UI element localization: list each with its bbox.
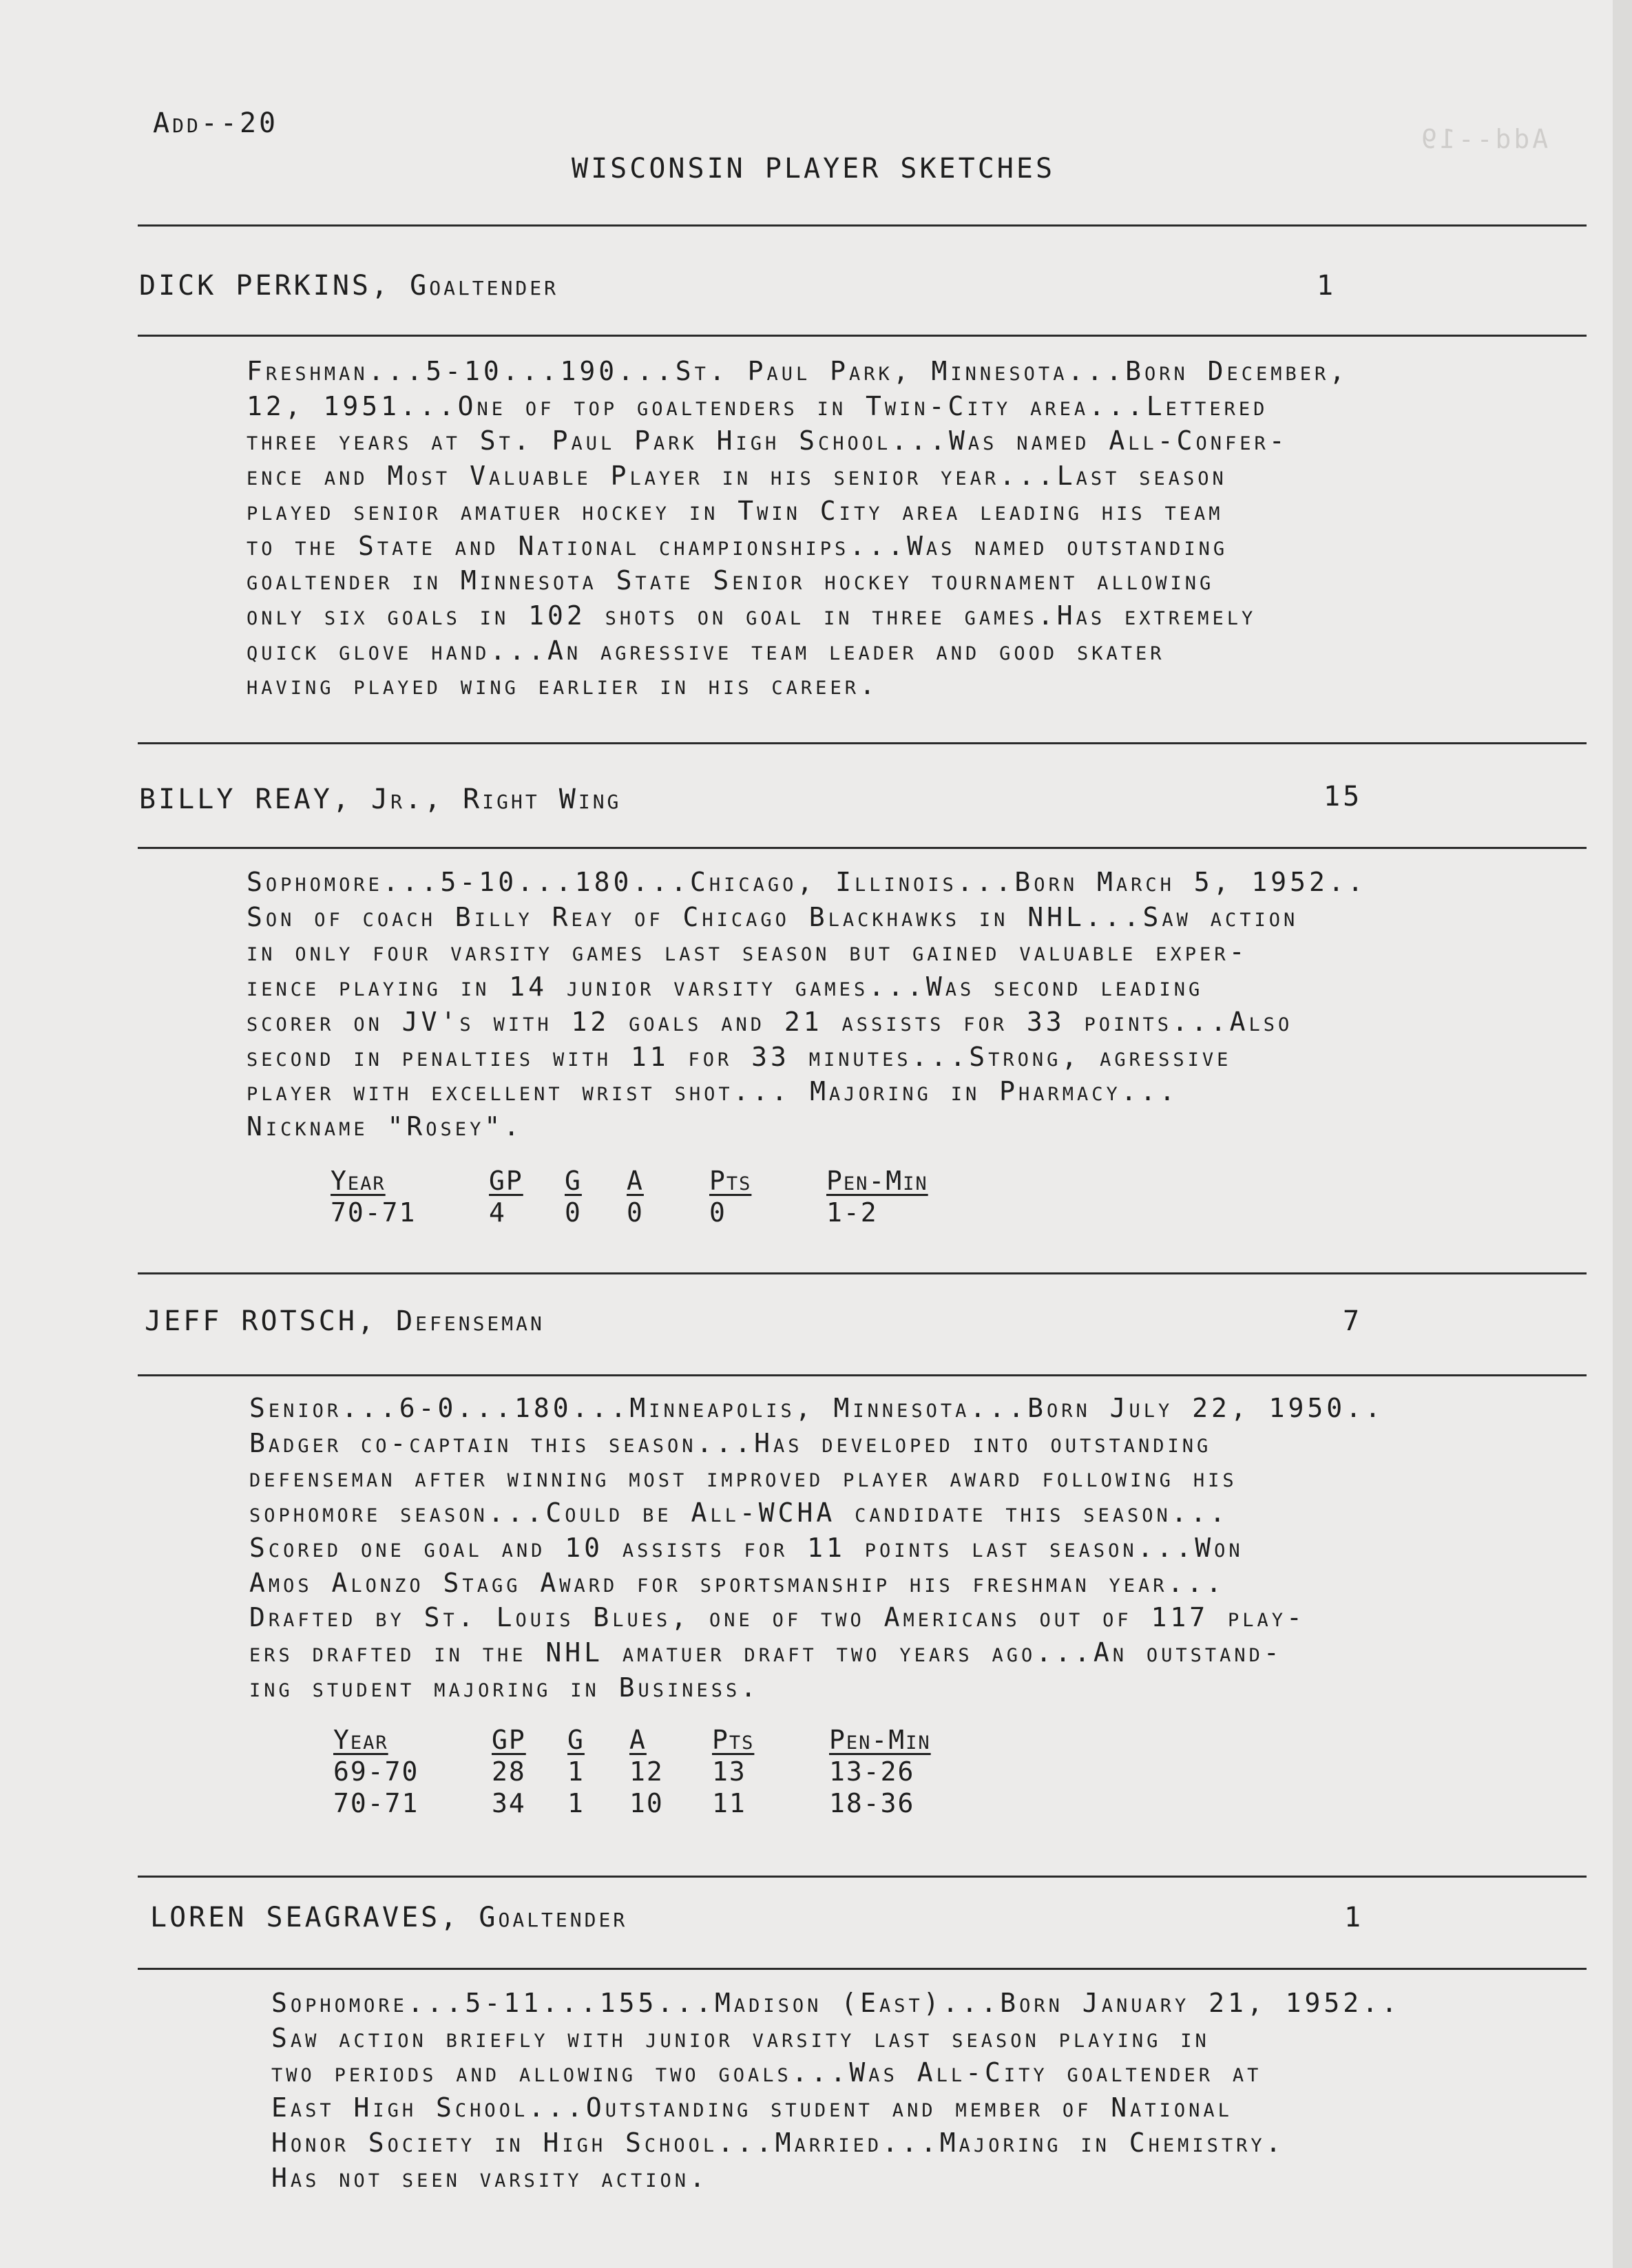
rule xyxy=(138,1876,1587,1878)
stats-row xyxy=(333,1756,981,1787)
bio-line: to the State and National championships...Was named outstanding xyxy=(247,530,1228,561)
bio-line: Drafted by St. Louis Blues, one of two Americans out of 117 play- xyxy=(249,1602,1306,1633)
bio-line: Freshman...5-10...190...St. Paul Park, Minnesota...Born December, xyxy=(247,356,1349,386)
bio-line: two periods and allowing two goals...Was All-City goaltender at xyxy=(271,2057,1262,2088)
bio-line: Son of coach Billy Reay of Chicago Blackhawks in NHL...Saw action xyxy=(247,901,1299,932)
stats-header-label: GP xyxy=(489,1166,523,1196)
stats-cell: 13 xyxy=(712,1756,746,1787)
stats-header-label: Pts xyxy=(709,1166,752,1196)
stats-cell: 1 xyxy=(567,1756,585,1787)
bio-line: sophomore season...Could be All-WCHA candidate this season... xyxy=(249,1498,1229,1529)
stats-header-label: Pen-Min xyxy=(826,1166,928,1196)
stats-cell: 28 xyxy=(492,1756,526,1787)
bio-line: Saw action briefly with junior varsity last season playing in xyxy=(271,2022,1210,2053)
bio-line: player with excellent wrist shot... Majoring in Pharmacy... xyxy=(247,1076,1179,1107)
bio-line: only six goals in 102 shots on goal in three games.Has extremely xyxy=(247,600,1257,631)
player-bio xyxy=(271,1986,1401,2195)
stats-header-label: Pen-Min xyxy=(829,1725,931,1755)
bio-line: Honor Society in High School...Married...Majoring in Chemistry. xyxy=(271,2127,1285,2158)
stats-header-cell xyxy=(712,1724,829,1756)
stats-header-cell xyxy=(331,1165,489,1197)
player-bio xyxy=(247,354,1348,703)
bio-line: Amos Alonzo Stagg Award for sportsmanship his freshman year... xyxy=(249,1567,1226,1598)
player-number: 7 xyxy=(1343,1305,1363,1337)
stats-header-label: GP xyxy=(492,1725,526,1755)
player-number: 1 xyxy=(1344,1902,1364,1933)
stats-table xyxy=(331,1165,978,1228)
stats-row xyxy=(331,1197,978,1228)
rule xyxy=(138,847,1587,849)
bio-line: scorer on JV's with 12 goals and 21 assists for 33 points...Also xyxy=(247,1006,1293,1037)
rule xyxy=(138,1272,1587,1274)
bio-line: Sophomore...5-10...180...Chicago, Illinois...Born March 5, 1952.. xyxy=(247,867,1367,897)
bio-line: ing student majoring in Business. xyxy=(249,1672,760,1703)
stats-header-cell xyxy=(627,1165,709,1197)
player-bio xyxy=(247,865,1367,1144)
stats-cell: 0 xyxy=(565,1197,582,1228)
stats-cell: 13-26 xyxy=(829,1756,915,1787)
bio-line: Nickname "Rosey". xyxy=(247,1111,523,1142)
stats-cell: 34 xyxy=(492,1788,526,1818)
player-name-line: JEFF ROTSCH, Defenseman xyxy=(145,1305,545,1337)
stats-header-label: Year xyxy=(333,1725,388,1755)
stats-header-row xyxy=(331,1165,978,1197)
bio-line: quick glove hand...An agressive team leader and good skater xyxy=(247,635,1165,666)
bio-line: second in penalties with 11 for 33 minutes...Strong, agressive xyxy=(247,1041,1232,1072)
bio-line: defenseman after winning most improved player award following his xyxy=(249,1462,1237,1493)
bio-line: ence and Most Valuable Player in his senior year...Last season xyxy=(247,461,1227,492)
stats-table xyxy=(333,1724,981,1819)
stats-cell: 1 xyxy=(567,1788,585,1818)
stats-header-cell xyxy=(829,1724,981,1756)
bio-line: Has not seen varsity action. xyxy=(271,2162,709,2193)
bio-line: played senior amatuer hockey in Twin City area leading his team xyxy=(247,495,1224,526)
stats-cell: 12 xyxy=(629,1756,664,1787)
page-edge xyxy=(1613,0,1632,2268)
stats-header-label: A xyxy=(629,1725,647,1755)
bio-line: East High School...Outstanding student and member of National xyxy=(271,2092,1233,2123)
stats-grid xyxy=(333,1724,981,1819)
stats-cell: 18-36 xyxy=(829,1788,915,1818)
rule xyxy=(138,1968,1587,1970)
stats-header-row xyxy=(333,1724,981,1756)
stats-row xyxy=(333,1787,981,1819)
stats-grid xyxy=(331,1165,978,1228)
stats-header-label: Pts xyxy=(712,1725,755,1755)
bio-line: Scored one goal and 10 assists for 11 points last season...Won xyxy=(249,1532,1244,1563)
bio-line: goaltender in Minnesota State Senior hockey tournament allowing xyxy=(247,565,1215,596)
bio-line: 12, 1951...One of top goaltenders in Twin-City area...Lettered xyxy=(247,390,1268,421)
player-name-line: LOREN SEAGRAVES, Goaltender xyxy=(150,1902,628,1933)
stats-cell: 0 xyxy=(627,1197,644,1228)
stats-header-cell xyxy=(629,1724,712,1756)
stats-header-cell xyxy=(492,1724,567,1756)
stats-header-cell xyxy=(567,1724,629,1756)
bio-line: ience playing in 14 junior varsity games...Was second leading xyxy=(247,972,1204,1002)
stats-cell: 70-71 xyxy=(331,1197,417,1228)
rule xyxy=(138,742,1587,744)
player-name-line: DICK PERKINS, Goaltender xyxy=(139,270,558,302)
player-number: 15 xyxy=(1324,781,1363,812)
stats-cell: 4 xyxy=(489,1197,506,1228)
bio-line: three years at St. Paul Park High School...Was named All-Confer- xyxy=(247,426,1288,456)
player-number: 1 xyxy=(1317,270,1337,302)
stats-header-cell xyxy=(565,1165,627,1197)
page-label: Add--20 xyxy=(153,107,279,139)
bio-line: having played wing earlier in his career. xyxy=(247,670,879,701)
stats-header-cell xyxy=(333,1724,492,1756)
rule xyxy=(138,1374,1587,1376)
player-bio xyxy=(249,1391,1384,1705)
stats-header-label: G xyxy=(565,1166,582,1196)
rule xyxy=(138,224,1587,227)
stats-header-label: Year xyxy=(331,1166,386,1196)
bio-line: Senior...6-0...180...Minneapolis, Minnesota...Born July 22, 1950.. xyxy=(249,1393,1384,1423)
bio-line: Badger co-captain this season...Has developed into outstanding xyxy=(249,1427,1212,1458)
stats-cell: 69-70 xyxy=(333,1756,419,1787)
stats-cell: 10 xyxy=(629,1788,664,1818)
page-title: WISCONSIN PLAYER SKETCHES xyxy=(572,153,1056,185)
stats-cell: 11 xyxy=(712,1788,746,1818)
stats-header-label: A xyxy=(627,1166,644,1196)
stats-header-cell xyxy=(826,1165,978,1197)
stats-cell: 1-2 xyxy=(826,1197,878,1228)
bio-line: ers drafted in the NHL amatuer draft two years ago...An outstand- xyxy=(249,1637,1283,1668)
bio-line: Sophomore...5-11...155...Madison (East)...Born January 21, 1952.. xyxy=(271,1988,1401,2018)
bleed-through: Add--19 xyxy=(1419,124,1549,154)
stats-header-cell xyxy=(709,1165,826,1197)
rule xyxy=(138,335,1587,337)
stats-header-cell xyxy=(489,1165,565,1197)
player-name-line: BILLY REAY, Jr., Right Wing xyxy=(139,784,622,815)
bio-line: in only four varsity games last season but gained valuable exper- xyxy=(247,936,1248,967)
stats-header-label: G xyxy=(567,1725,585,1755)
stats-cell: 0 xyxy=(709,1197,726,1228)
stats-cell: 70-71 xyxy=(333,1788,419,1818)
